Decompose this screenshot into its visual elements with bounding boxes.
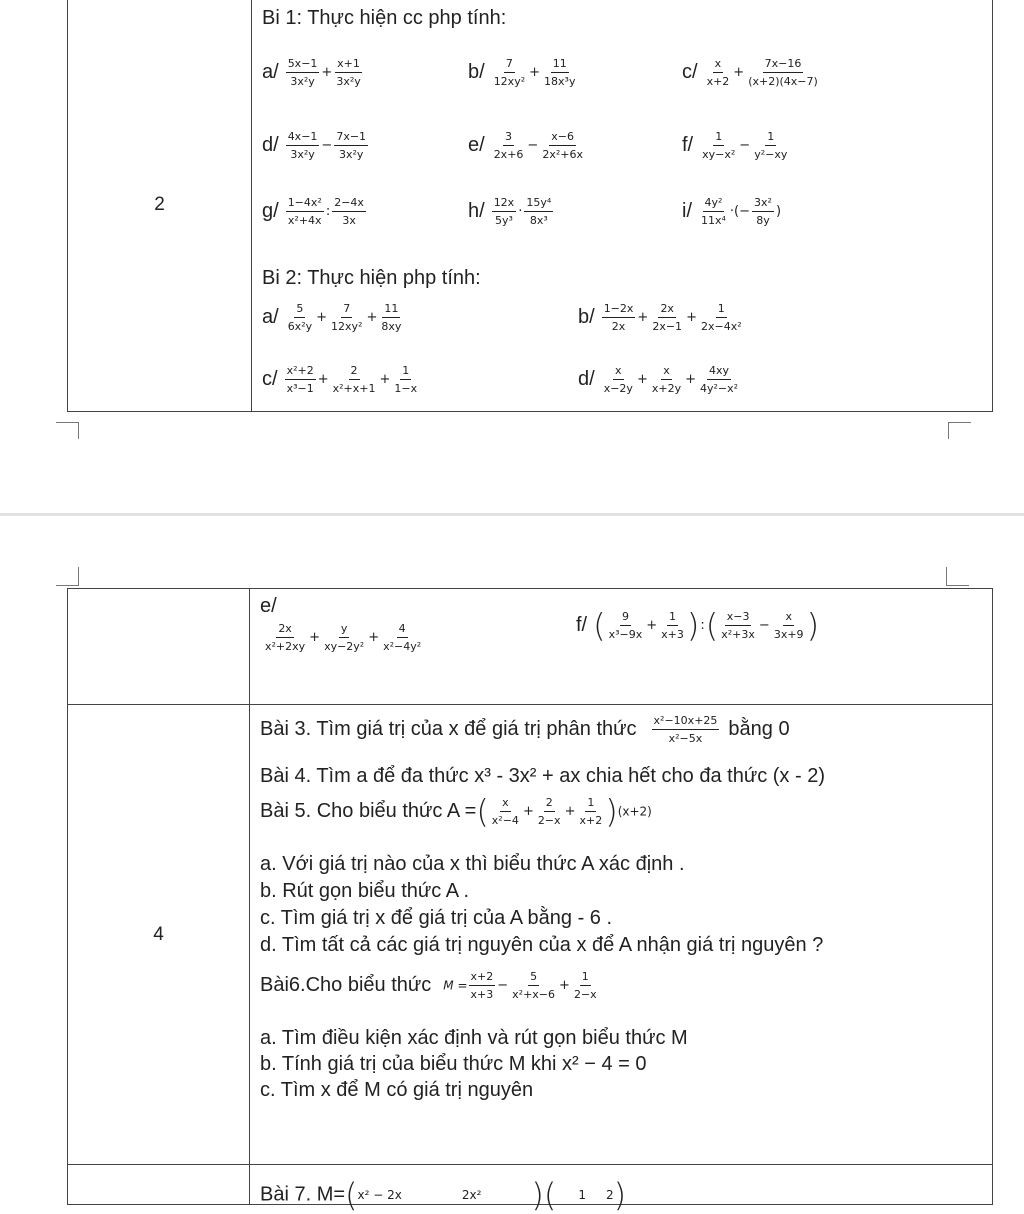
row-number-text: 2 [154, 194, 165, 215]
denominator: xy−2y² [324, 640, 365, 653]
bai1-item [262, 129, 369, 162]
exercise-content-bai3-6 [250, 705, 993, 1165]
fraction [602, 301, 636, 334]
fraction [607, 609, 645, 642]
operator: + [366, 310, 378, 325]
fraction [379, 301, 403, 334]
denominator: 6x²y [287, 320, 313, 333]
fraction [542, 56, 577, 89]
item-f-expression [576, 606, 820, 645]
numerator: 2−4x [332, 195, 366, 212]
close-paren: ) [605, 792, 618, 831]
denominator: x²+4x [287, 214, 322, 227]
numerator: x²+2 [285, 363, 316, 380]
denominator: 3x²y [290, 75, 315, 88]
fraction [572, 969, 599, 1002]
exercise-content [252, 0, 993, 412]
denominator: 3x²y [336, 75, 361, 88]
numerator: 5x−1 [286, 56, 320, 73]
operator: + [529, 65, 541, 80]
denominator: x²+3x [721, 628, 755, 641]
fraction [650, 363, 683, 396]
denominator: x−2y [603, 382, 633, 395]
numerator: 12x [492, 195, 517, 212]
bai4: Bài 4. Tìm a để đa thức x³ - 3x² + ax chia hết cho đa thức (x - 2) [260, 765, 825, 787]
fraction [510, 969, 557, 1002]
operator: + [637, 310, 649, 325]
bai3 [260, 713, 790, 746]
fraction [536, 795, 563, 828]
bai7-partial [260, 1176, 627, 1214]
bai6-sub-c: c. Tìm x để M có giá trị nguyên [260, 1079, 534, 1101]
row-number-text-4: 4 [153, 923, 164, 945]
bai6-sub-b: b. Tính giá trị của biểu thức M khi x² − 4 = 0 [260, 1053, 647, 1075]
numerator: 9 [620, 609, 631, 626]
document-page-2 [0, 517, 1024, 1214]
numerator: 1−2x [602, 301, 636, 318]
numerator: 5 [294, 301, 305, 318]
numerator: y [339, 621, 350, 638]
operator: + [321, 65, 333, 80]
fraction [286, 301, 314, 334]
numerator: x+1 [335, 56, 362, 73]
numerator: x [783, 609, 794, 626]
numerator: 3x² [752, 195, 774, 212]
document-page-1 [0, 0, 1024, 512]
fraction [322, 621, 366, 654]
fraction [700, 129, 737, 162]
numerator: 1 [667, 609, 678, 626]
numerator: x [613, 363, 624, 380]
item-label: c/ [682, 60, 698, 83]
denominator: 18x³y [544, 75, 576, 88]
numerator: 1 [585, 795, 596, 812]
fraction [699, 301, 744, 334]
fraction [752, 129, 789, 162]
denominator: 4y²−x² [700, 382, 739, 395]
fraction [286, 129, 320, 162]
operator: + [686, 310, 697, 325]
bai2-title: Bi 2: Thực hiện php tính: [262, 267, 481, 289]
operator: − [321, 138, 333, 153]
operator: + [522, 804, 534, 819]
denominator: 2x²+6x [542, 148, 583, 161]
numerator: 4x−1 [286, 129, 320, 146]
numerator: 4xy [707, 363, 731, 380]
bai1-item [468, 129, 586, 162]
bai5-sub-b: b. Rút gọn biểu thức A . [260, 880, 470, 902]
operator: + [379, 372, 391, 387]
bai1-item [262, 195, 367, 228]
operator: · [518, 204, 523, 219]
numerator: x−6 [549, 129, 576, 146]
numerator: 2x [276, 621, 294, 638]
denominator: x²+x−6 [512, 988, 556, 1001]
fraction [285, 363, 316, 396]
operator: + [646, 618, 658, 633]
denominator: x²−4y² [383, 640, 422, 653]
operator: + [636, 372, 648, 387]
fraction [331, 363, 378, 396]
denominator: x+2 [706, 75, 730, 88]
open-paren: ( [705, 606, 719, 645]
denominator: 3x²y [290, 148, 315, 161]
denominator: 8xy [381, 320, 402, 333]
exercise-table-2 [67, 588, 993, 1214]
bai1-title: Bi 1: Thực hiện cc php tính: [262, 7, 507, 29]
item-label: d/ [262, 133, 279, 156]
fraction [492, 195, 517, 228]
bai6-sub-a: a. Tìm điều kiện xác định và rút gọn biểu thức M [260, 1027, 688, 1049]
denominator: x+3 [470, 988, 494, 1001]
fraction [772, 609, 806, 642]
operator: ·(− [729, 204, 751, 219]
fraction [490, 795, 521, 828]
numerator: 1−4x² [286, 195, 324, 212]
fraction [602, 363, 635, 396]
denominator: 2−x [573, 988, 597, 1001]
item-label: a/ [262, 60, 279, 83]
operator: + [317, 372, 329, 387]
item-e-label: e/ [260, 595, 277, 617]
row-number-empty-2 [68, 1165, 250, 1205]
open-paren: ( [345, 1176, 358, 1214]
item-label: e/ [468, 133, 485, 156]
numerator: x−3 [725, 609, 752, 626]
denominator: 2x [611, 320, 626, 333]
bai5-sub-c: c. Tìm giá trị x để giá trị của A bằng - 6 . [260, 907, 613, 929]
numerator: 2 [544, 795, 555, 812]
bai1-item [682, 195, 782, 228]
fraction [332, 195, 366, 228]
item-label: f/ [576, 613, 588, 636]
fraction [524, 195, 553, 228]
denominator: 5y³ [494, 214, 513, 227]
fraction [286, 56, 320, 89]
numerator: 2 [349, 363, 360, 380]
bai5-tail: (x+2) [617, 804, 652, 819]
denominator: x²−4 [491, 814, 519, 827]
operator: − [497, 978, 509, 993]
numerator: x [500, 795, 511, 812]
operator: : [325, 204, 331, 219]
denominator: x²+x+1 [332, 382, 376, 395]
bai7-text: Bài 7. M= [260, 1183, 346, 1206]
bai5 [260, 792, 652, 831]
bai5-sub-d: d. Tìm tất cả các giá trị nguyên của x để A nhận giá trị nguyên ? [260, 934, 824, 956]
fraction [334, 56, 362, 89]
operator: + [309, 630, 321, 645]
operator: + [733, 65, 745, 80]
numerator: 3 [503, 129, 514, 146]
numerator: x²−10x+25 [652, 713, 720, 730]
denominator: x+2y [651, 382, 682, 395]
numerator: 5 [528, 969, 539, 986]
denominator: 2−x [537, 814, 561, 827]
bai2-item-d [578, 363, 741, 396]
numerator: 1 [713, 129, 724, 146]
operator: − [739, 138, 751, 153]
bai7-frag: 2 [606, 1188, 614, 1202]
denominator: 2x−1 [652, 320, 683, 333]
fraction [469, 969, 496, 1002]
fraction [392, 363, 419, 396]
bai7-frag: 2x² [461, 1188, 482, 1202]
fraction [652, 713, 720, 746]
denominator: x³−1 [286, 382, 314, 395]
item-label: a/ [262, 305, 279, 328]
operator: : [700, 618, 705, 633]
denominator: (x+2)(4x−7) [748, 75, 818, 88]
numerator: 11 [551, 56, 569, 73]
operator: ) [775, 204, 782, 219]
open-paren: ( [593, 606, 606, 645]
numerator: 4y² [703, 195, 725, 212]
fraction [577, 795, 604, 828]
fraction [699, 195, 728, 228]
bai7-frag: 1 [578, 1188, 587, 1202]
fraction [698, 363, 740, 396]
numerator: 2x [658, 301, 676, 318]
fraction [650, 301, 684, 334]
item-label: h/ [468, 199, 485, 222]
page-corner-mark-left [56, 422, 79, 439]
bai1-item [468, 56, 578, 89]
denominator: 12xy² [331, 320, 363, 333]
operator: + [564, 804, 576, 819]
bai2-item-b [578, 301, 745, 334]
numerator: x [661, 363, 672, 380]
numerator: 7x−16 [763, 56, 804, 73]
denominator: 2x−4x² [700, 320, 742, 333]
close-paren: ) [806, 606, 820, 645]
numerator: 7x−1 [334, 129, 368, 146]
operator: + [368, 630, 380, 645]
bai5-text: Bài 5. Cho biểu thức A = [260, 799, 477, 822]
exercise-content-bai7 [250, 1165, 993, 1214]
bai1-item [682, 56, 821, 89]
operator: + [316, 310, 328, 325]
numerator: 7 [504, 56, 515, 73]
numerator: 1 [765, 129, 776, 146]
denominator: x+3 [661, 628, 684, 641]
denominator: x³−9x [608, 628, 643, 641]
bai7-frag: x² − 2x [357, 1188, 402, 1202]
numerator: 7 [341, 301, 352, 318]
fraction [719, 609, 757, 642]
denominator: 3x+9 [773, 628, 804, 641]
denominator: 3x²y [338, 148, 364, 161]
fraction [263, 621, 307, 654]
bai6-var: M = [443, 978, 468, 993]
row-number [68, 0, 252, 412]
open-paren: ( [476, 792, 489, 831]
close-paren: ) [686, 606, 700, 645]
item-e-expression [262, 621, 424, 654]
bai6-text: Bài6.Cho biểu thức [260, 973, 432, 996]
bai1-item [468, 195, 554, 228]
page-corner-mark-top-left [56, 567, 79, 586]
denominator: x²+2xy [265, 640, 306, 653]
fraction [659, 609, 686, 642]
operator: + [559, 978, 570, 993]
bai1-item [682, 129, 790, 162]
item-label: c/ [262, 367, 278, 390]
denominator: x²−5x [668, 732, 703, 745]
exercise-content-ef [250, 589, 993, 705]
denominator: 1−x [394, 382, 418, 395]
fraction [381, 621, 423, 654]
numerator: 1 [716, 301, 727, 318]
bai2-item-c [262, 363, 420, 396]
bai3-text: Bài 3. Tìm giá trị của x để giá trị phân thức [260, 717, 637, 740]
open-paren: ( [543, 1176, 557, 1214]
denominator: 3x [342, 214, 356, 227]
denominator: 2x+6 [493, 148, 524, 161]
item-label: g/ [262, 199, 279, 222]
item-label: b/ [468, 60, 485, 83]
denominator: y²−xy [754, 148, 788, 161]
numerator: 1 [400, 363, 411, 380]
fraction [329, 301, 364, 334]
bai3-tail: bằng 0 [728, 717, 790, 740]
fraction [334, 129, 368, 162]
bai2-item-a [262, 301, 404, 334]
fraction [540, 129, 585, 162]
bai5-sub-a: a. Với giá trị nào của x thì biểu thức A xác định . [260, 853, 685, 875]
operator: − [758, 618, 770, 633]
item-label: f/ [682, 133, 694, 156]
denominator: 12xy² [493, 75, 526, 88]
page-corner-mark-right [948, 422, 971, 439]
fraction [746, 56, 820, 89]
numerator: 4 [397, 621, 408, 638]
denominator: 8x³ [529, 214, 548, 227]
bai6 [260, 969, 600, 1002]
denominator: xy−x² [702, 148, 736, 161]
numerator: 15y⁴ [524, 195, 553, 212]
bai1-item [262, 56, 364, 89]
fraction [492, 129, 526, 162]
numerator: x [713, 56, 724, 73]
fraction [492, 56, 527, 89]
close-paren: ) [613, 1176, 627, 1214]
item-label: d/ [578, 367, 595, 390]
numerator: x+2 [469, 969, 496, 986]
row-number-4 [68, 705, 250, 1165]
operator: + [685, 372, 696, 387]
denominator: x+2 [579, 814, 603, 827]
item-label: i/ [682, 199, 692, 222]
item-label: b/ [578, 305, 595, 328]
operator: − [527, 138, 539, 153]
close-paren: ) [531, 1176, 544, 1214]
fraction [286, 195, 324, 228]
fraction [705, 56, 732, 89]
denominator: 8y [756, 214, 770, 227]
numerator: 1 [580, 969, 591, 986]
row-number-empty [68, 589, 250, 705]
denominator: 11x⁴ [701, 214, 726, 227]
fraction [752, 195, 774, 228]
page-corner-mark-top-right [946, 567, 969, 586]
page-separator [0, 513, 1024, 516]
numerator: 11 [382, 301, 400, 318]
exercise-table-1 [67, 0, 993, 412]
